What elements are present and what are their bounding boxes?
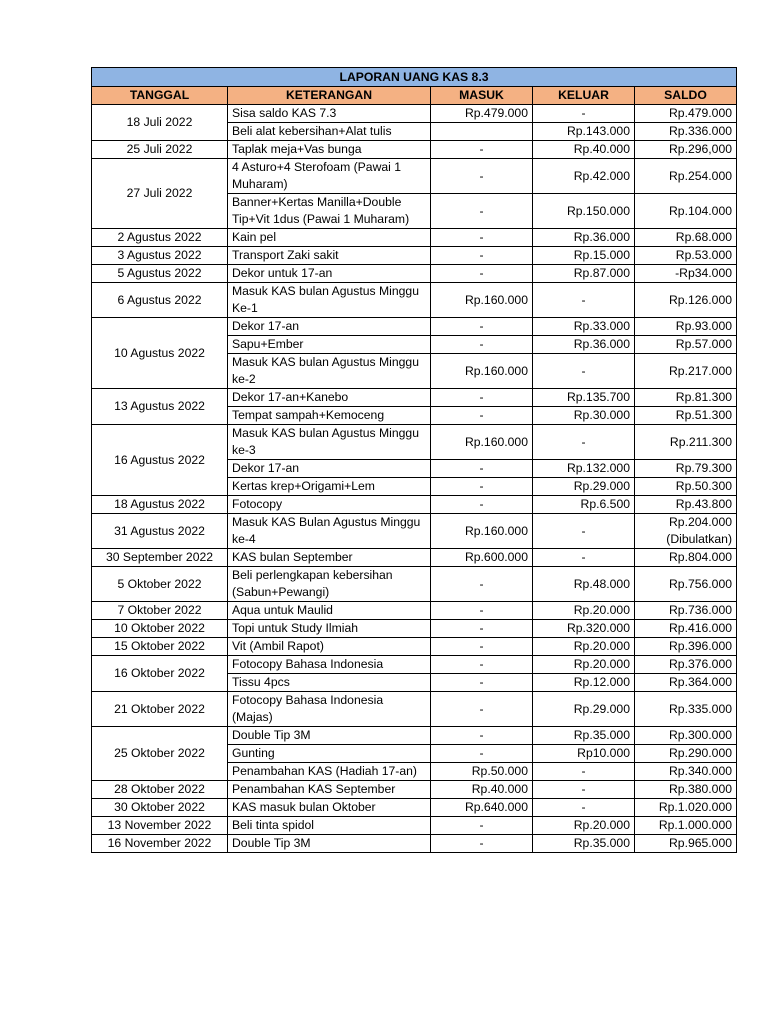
keluar-cell: - <box>533 799 635 817</box>
keluar-cell: - <box>533 283 635 318</box>
keluar-cell: Rp.36.000 <box>533 229 635 247</box>
table-row <box>92 656 737 674</box>
header-row <box>92 87 737 105</box>
saldo-cell: Rp.68.000 <box>635 229 737 247</box>
date-cell: 28 Oktober 2022 <box>92 781 228 799</box>
date-cell: 7 Oktober 2022 <box>92 602 228 620</box>
description-cell: Tissu 4pcs <box>228 674 431 692</box>
description-cell: Dekor 17-an+Kanebo <box>228 389 431 407</box>
masuk-cell: - <box>431 656 533 674</box>
saldo-cell: Rp.376.000 <box>635 656 737 674</box>
table-row <box>92 835 737 853</box>
description-cell: Beli tinta spidol <box>228 817 431 835</box>
masuk-cell: - <box>431 265 533 283</box>
date-cell: 13 Agustus 2022 <box>92 389 228 425</box>
saldo-cell: Rp.804.000 <box>635 549 737 567</box>
masuk-cell: Rp.50.000 <box>431 763 533 781</box>
saldo-cell: Rp.126.000 <box>635 283 737 318</box>
cash-report-table <box>91 67 737 853</box>
masuk-cell: Rp.600.000 <box>431 549 533 567</box>
description-cell: Double Tip 3M <box>228 835 431 853</box>
table-row <box>92 638 737 656</box>
masuk-cell: - <box>431 496 533 514</box>
masuk-cell: - <box>431 620 533 638</box>
date-cell: 30 Oktober 2022 <box>92 799 228 817</box>
header-keluar: KELUAR <box>533 87 635 105</box>
keluar-cell: Rp.20.000 <box>533 602 635 620</box>
description-cell: Dekor untuk 17-an <box>228 265 431 283</box>
keluar-cell: Rp.20.000 <box>533 656 635 674</box>
report-title: LAPORAN UANG KAS 8.3 <box>92 68 737 87</box>
date-cell: 21 Oktober 2022 <box>92 692 228 727</box>
saldo-cell: Rp.300.000 <box>635 727 737 745</box>
keluar-cell: Rp.132.000 <box>533 460 635 478</box>
keluar-cell: Rp.87.000 <box>533 265 635 283</box>
date-cell: 2 Agustus 2022 <box>92 229 228 247</box>
description-cell: Masuk KAS bulan Agustus Minggu ke-3 <box>228 425 431 460</box>
date-cell: 30 September 2022 <box>92 549 228 567</box>
description-cell: Fotocopy <box>228 496 431 514</box>
description-cell: Penambahan KAS September <box>228 781 431 799</box>
description-cell: Kertas krep+Origami+Lem <box>228 478 431 496</box>
saldo-cell: Rp.204.000 (Dibulatkan) <box>635 514 737 549</box>
table-row <box>92 496 737 514</box>
masuk-cell: - <box>431 567 533 602</box>
description-cell: KAS bulan September <box>228 549 431 567</box>
description-cell: 4 Asturo+4 Sterofoam (Pawai 1 Muharam) <box>228 159 431 194</box>
description-cell: Transport Zaki sakit <box>228 247 431 265</box>
keluar-cell: Rp.320.000 <box>533 620 635 638</box>
keluar-cell: Rp.29.000 <box>533 692 635 727</box>
date-cell: 18 Agustus 2022 <box>92 496 228 514</box>
saldo-cell: Rp.290.000 <box>635 745 737 763</box>
table-row <box>92 692 737 727</box>
header-keterangan: KETERANGAN <box>228 87 431 105</box>
masuk-cell: - <box>431 336 533 354</box>
saldo-cell: Rp.416.000 <box>635 620 737 638</box>
table-row <box>92 283 737 318</box>
masuk-cell: - <box>431 602 533 620</box>
table-row <box>92 265 737 283</box>
header-tanggal: TANGGAL <box>92 87 228 105</box>
keluar-cell: Rp.29.000 <box>533 478 635 496</box>
date-cell: 31 Agustus 2022 <box>92 514 228 549</box>
masuk-cell: - <box>431 318 533 336</box>
description-cell: Sisa saldo KAS 7.3 <box>228 105 431 123</box>
table-row <box>92 105 737 123</box>
table-row <box>92 318 737 336</box>
description-cell: Fotocopy Bahasa Indonesia (Majas) <box>228 692 431 727</box>
table-row <box>92 247 737 265</box>
description-cell: Vit (Ambil Rapot) <box>228 638 431 656</box>
keluar-cell: Rp.48.000 <box>533 567 635 602</box>
masuk-cell: Rp.479.000 <box>431 105 533 123</box>
table-row <box>92 514 737 549</box>
masuk-cell: - <box>431 478 533 496</box>
description-cell: Tempat sampah+Kemoceng <box>228 407 431 425</box>
saldo-cell: Rp.736.000 <box>635 602 737 620</box>
keluar-cell: Rp.143.000 <box>533 123 635 141</box>
masuk-cell: - <box>431 389 533 407</box>
saldo-cell: Rp.104.000 <box>635 194 737 229</box>
masuk-cell: - <box>431 817 533 835</box>
table-row <box>92 620 737 638</box>
masuk-cell: - <box>431 745 533 763</box>
table-row <box>92 549 737 567</box>
description-cell: Dekor 17-an <box>228 460 431 478</box>
description-cell: Topi untuk Study Ilmiah <box>228 620 431 638</box>
header-masuk: MASUK <box>431 87 533 105</box>
keluar-cell: - <box>533 514 635 549</box>
description-cell: Penambahan KAS (Hadiah 17-an) <box>228 763 431 781</box>
saldo-cell: Rp.364.000 <box>635 674 737 692</box>
description-cell: Masuk KAS Bulan Agustus Minggu ke-4 <box>228 514 431 549</box>
masuk-cell: - <box>431 460 533 478</box>
table-row <box>92 425 737 460</box>
table-row <box>92 389 737 407</box>
date-cell: 16 Agustus 2022 <box>92 425 228 496</box>
date-cell: 16 Oktober 2022 <box>92 656 228 692</box>
description-cell: Fotocopy Bahasa Indonesia <box>228 656 431 674</box>
saldo-cell: Rp.340.000 <box>635 763 737 781</box>
date-cell: 5 Agustus 2022 <box>92 265 228 283</box>
date-cell: 5 Oktober 2022 <box>92 567 228 602</box>
masuk-cell: - <box>431 247 533 265</box>
date-cell: 27 Juli 2022 <box>92 159 228 229</box>
masuk-cell: Rp.160.000 <box>431 283 533 318</box>
masuk-cell: Rp.160.000 <box>431 354 533 389</box>
keluar-cell: - <box>533 105 635 123</box>
saldo-cell: Rp.296,000 <box>635 141 737 159</box>
masuk-cell: - <box>431 835 533 853</box>
date-cell: 3 Agustus 2022 <box>92 247 228 265</box>
keluar-cell: Rp.40.000 <box>533 141 635 159</box>
description-cell: KAS masuk bulan Oktober <box>228 799 431 817</box>
date-cell: 10 Agustus 2022 <box>92 318 228 389</box>
saldo-cell: Rp.81.300 <box>635 389 737 407</box>
description-cell: Masuk KAS bulan Agustus Minggu ke-2 <box>228 354 431 389</box>
masuk-cell <box>431 123 533 141</box>
description-cell: Aqua untuk Maulid <box>228 602 431 620</box>
saldo-cell: Rp.756.000 <box>635 567 737 602</box>
saldo-cell: Rp.1.000.000 <box>635 817 737 835</box>
masuk-cell: Rp.40.000 <box>431 781 533 799</box>
keluar-cell: Rp.20.000 <box>533 638 635 656</box>
masuk-cell: - <box>431 229 533 247</box>
masuk-cell: - <box>431 692 533 727</box>
keluar-cell: Rp.12.000 <box>533 674 635 692</box>
report-title-row <box>92 68 737 87</box>
masuk-cell: Rp.160.000 <box>431 425 533 460</box>
keluar-cell: Rp.33.000 <box>533 318 635 336</box>
saldo-cell: Rp.396.000 <box>635 638 737 656</box>
saldo-cell: Rp.51.300 <box>635 407 737 425</box>
keluar-cell: Rp.135.700 <box>533 389 635 407</box>
description-cell: Beli alat kebersihan+Alat tulis <box>228 123 431 141</box>
saldo-cell: -Rp34.000 <box>635 265 737 283</box>
date-cell: 16 November 2022 <box>92 835 228 853</box>
keluar-cell: Rp.20.000 <box>533 817 635 835</box>
saldo-cell: Rp.479.000 <box>635 105 737 123</box>
date-cell: 6 Agustus 2022 <box>92 283 228 318</box>
description-cell: Double Tip 3M <box>228 727 431 745</box>
date-cell: 25 Juli 2022 <box>92 141 228 159</box>
keluar-cell: Rp.35.000 <box>533 835 635 853</box>
saldo-cell: Rp.50.300 <box>635 478 737 496</box>
description-cell: Beli perlengkapan kebersihan (Sabun+Pewangi) <box>228 567 431 602</box>
table-body <box>92 105 737 853</box>
masuk-cell: - <box>431 141 533 159</box>
saldo-cell: Rp.1.020.000 <box>635 799 737 817</box>
masuk-cell: - <box>431 407 533 425</box>
saldo-cell: Rp.57.000 <box>635 336 737 354</box>
table-row <box>92 159 737 194</box>
date-cell: 10 Oktober 2022 <box>92 620 228 638</box>
date-cell: 15 Oktober 2022 <box>92 638 228 656</box>
table-row <box>92 602 737 620</box>
masuk-cell: - <box>431 194 533 229</box>
masuk-cell: - <box>431 159 533 194</box>
masuk-cell: - <box>431 638 533 656</box>
saldo-cell: Rp.93.000 <box>635 318 737 336</box>
masuk-cell: Rp.160.000 <box>431 514 533 549</box>
keluar-cell: Rp.42.000 <box>533 159 635 194</box>
saldo-cell: Rp.254.000 <box>635 159 737 194</box>
keluar-cell: Rp.150.000 <box>533 194 635 229</box>
table-row <box>92 727 737 745</box>
keluar-cell: Rp.15.000 <box>533 247 635 265</box>
description-cell: Gunting <box>228 745 431 763</box>
masuk-cell: - <box>431 727 533 745</box>
saldo-cell: Rp.79.300 <box>635 460 737 478</box>
table-row <box>92 567 737 602</box>
keluar-cell: - <box>533 354 635 389</box>
table-row <box>92 229 737 247</box>
keluar-cell: Rp.36.000 <box>533 336 635 354</box>
header-saldo: SALDO <box>635 87 737 105</box>
table-row <box>92 817 737 835</box>
masuk-cell: Rp.640.000 <box>431 799 533 817</box>
keluar-cell: - <box>533 549 635 567</box>
masuk-cell: - <box>431 674 533 692</box>
table-row <box>92 799 737 817</box>
description-cell: Dekor 17-an <box>228 318 431 336</box>
keluar-cell: Rp.6.500 <box>533 496 635 514</box>
keluar-cell: - <box>533 763 635 781</box>
date-cell: 18 Juli 2022 <box>92 105 228 141</box>
description-cell: Sapu+Ember <box>228 336 431 354</box>
date-cell: 13 November 2022 <box>92 817 228 835</box>
keluar-cell: - <box>533 425 635 460</box>
saldo-cell: Rp.217.000 <box>635 354 737 389</box>
keluar-cell: Rp.35.000 <box>533 727 635 745</box>
saldo-cell: Rp.380.000 <box>635 781 737 799</box>
description-cell: Kain pel <box>228 229 431 247</box>
description-cell: Taplak meja+Vas bunga <box>228 141 431 159</box>
keluar-cell: Rp10.000 <box>533 745 635 763</box>
table-row <box>92 781 737 799</box>
description-cell: Masuk KAS bulan Agustus Minggu Ke-1 <box>228 283 431 318</box>
saldo-cell: Rp.965.000 <box>635 835 737 853</box>
description-cell: Banner+Kertas Manilla+Double Tip+Vit 1dus (Pawai 1 Muharam) <box>228 194 431 229</box>
saldo-cell: Rp.211.300 <box>635 425 737 460</box>
keluar-cell: - <box>533 781 635 799</box>
saldo-cell: Rp.335.000 <box>635 692 737 727</box>
date-cell: 25 Oktober 2022 <box>92 727 228 781</box>
saldo-cell: Rp.53.000 <box>635 247 737 265</box>
keluar-cell: Rp.30.000 <box>533 407 635 425</box>
saldo-cell: Rp.336.000 <box>635 123 737 141</box>
saldo-cell: Rp.43.800 <box>635 496 737 514</box>
table-row <box>92 141 737 159</box>
